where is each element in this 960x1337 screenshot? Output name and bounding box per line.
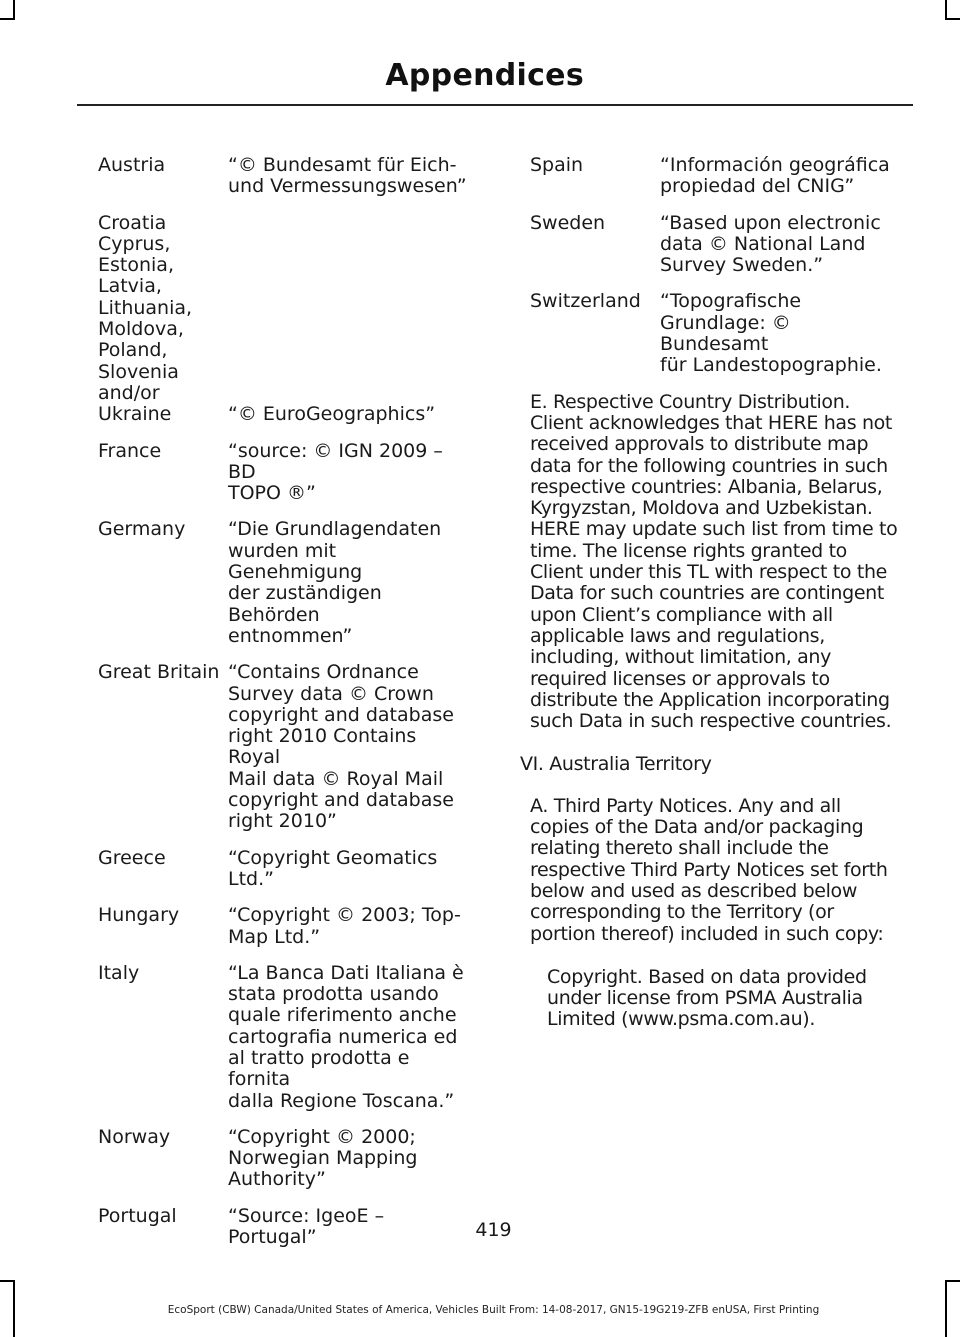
table-row bbox=[98, 662, 470, 832]
psma-copyright-paragraph: Copyright. Based on data provided under license from PSMA Australia Limited (www.psma.com.au). bbox=[547, 965, 867, 1031]
crop-mark bbox=[945, 0, 947, 20]
table-row bbox=[98, 213, 470, 426]
country-name: Sweden bbox=[530, 211, 606, 234]
country-name: Switzerland bbox=[530, 290, 641, 313]
notice-text: “Based upon electronic data © National Land Survey Sweden.” bbox=[660, 211, 881, 277]
left-notice-table bbox=[98, 155, 470, 1263]
notice-text: “Die Grundlagendaten wurden mit Genehmigung der zuständigen Behörden entnommen” bbox=[228, 518, 442, 647]
notice-text: “Copyright Geomatics Ltd.” bbox=[228, 846, 438, 890]
notice-text: “Copyright © 2000; Norwegian Mapping Authority” bbox=[228, 1125, 418, 1191]
table-row bbox=[98, 155, 470, 198]
section-heading: VI. Australia Territory bbox=[520, 753, 712, 776]
notice-text: “© Bundesamt für Eich- und Vermessungswesen” bbox=[228, 154, 467, 198]
notice-text: “© EuroGeographics” bbox=[228, 403, 436, 426]
country-name: Great Britain bbox=[98, 661, 220, 684]
third-party-paragraph: A. Third Party Notices. Any and all copies of the Data and/or packaging relating thereto shall include the respective Third Party Notices set forth below and used as described below corresponding to the Territory (or portion thereof) included in such copy: bbox=[530, 794, 888, 945]
crop-mark bbox=[945, 18, 960, 20]
crop-mark bbox=[945, 1280, 960, 1282]
country-name: Italy bbox=[98, 961, 140, 984]
table-row bbox=[98, 848, 470, 891]
notice-text: “La Banca Dati Italiana è stata prodotta usando quale riferimento anche cartografia numerica ed al tratto prodotta e fornita dalla Regione Toscana.” bbox=[228, 961, 464, 1112]
country-name: Austria bbox=[98, 154, 166, 176]
country-name: Spain bbox=[530, 154, 584, 176]
table-row bbox=[530, 291, 902, 376]
right-column bbox=[520, 154, 902, 1053]
header-rule bbox=[77, 104, 913, 106]
table-row bbox=[530, 155, 902, 198]
country-name: Hungary bbox=[98, 904, 180, 927]
country-name: Germany bbox=[98, 518, 186, 541]
notice-text: “Copyright © 2003; Top- Map Ltd.” bbox=[228, 904, 461, 948]
country-name: Norway bbox=[98, 1125, 171, 1148]
notice-text: “Información geográfica propiedad del CNIG” bbox=[660, 154, 890, 198]
table-row bbox=[98, 905, 470, 948]
table-row bbox=[98, 519, 470, 647]
distribution-paragraph: E. Respective Country Distribution. Client acknowledges that HERE has not received approvals to distribute map data for the following countries in such respective countries: Albania, Belarus, Kyrgyzstan, Moldova and Uzbekistan. HERE may update such list from time to time. The license rights granted to Client under this TL with respect to the Data for such countries are contingent upon Client’s compliance with all applicable laws and regulations, including, without limitation, any required licenses or approvals to distribute the Application incorporating such Data in such respective countries. bbox=[530, 390, 898, 733]
page-title: Appendices bbox=[385, 58, 584, 93]
page-number: 419 bbox=[475, 1219, 512, 1241]
crop-mark bbox=[0, 1280, 15, 1282]
country-name: Portugal bbox=[98, 1204, 177, 1227]
country-name: Croatia Cyprus, Estonia, Latvia, Lithuania, Moldova, Poland, Slovenia and/or Ukraine bbox=[98, 211, 193, 426]
notice-text: “Topografische Grundlage: © Bundesamt für Landestopographie. bbox=[660, 290, 882, 377]
table-row bbox=[98, 1127, 470, 1191]
crop-mark bbox=[0, 18, 15, 20]
country-name: Greece bbox=[98, 846, 166, 869]
notice-text: “source: © IGN 2009 – BD TOPO ®” bbox=[228, 439, 443, 505]
country-name: France bbox=[98, 439, 162, 462]
notice-text: “Source: IgeoE – Portugal” bbox=[228, 1204, 385, 1249]
table-row bbox=[98, 963, 470, 1112]
table-row bbox=[530, 213, 902, 277]
footer-text: EcoSport (CBW) Canada/United States of America, Vehicles Built From: 14-08-2017, GN15-19G219-ZFB enUSA, First Printing bbox=[167, 1304, 820, 1316]
notice-text: “Contains Ordnance Survey data © Crown copyright and database right 2010 Contains Royal Mail data © Royal Mail copyright and database right 2010” bbox=[228, 661, 454, 833]
crop-mark bbox=[13, 0, 15, 20]
table-row bbox=[98, 441, 470, 505]
